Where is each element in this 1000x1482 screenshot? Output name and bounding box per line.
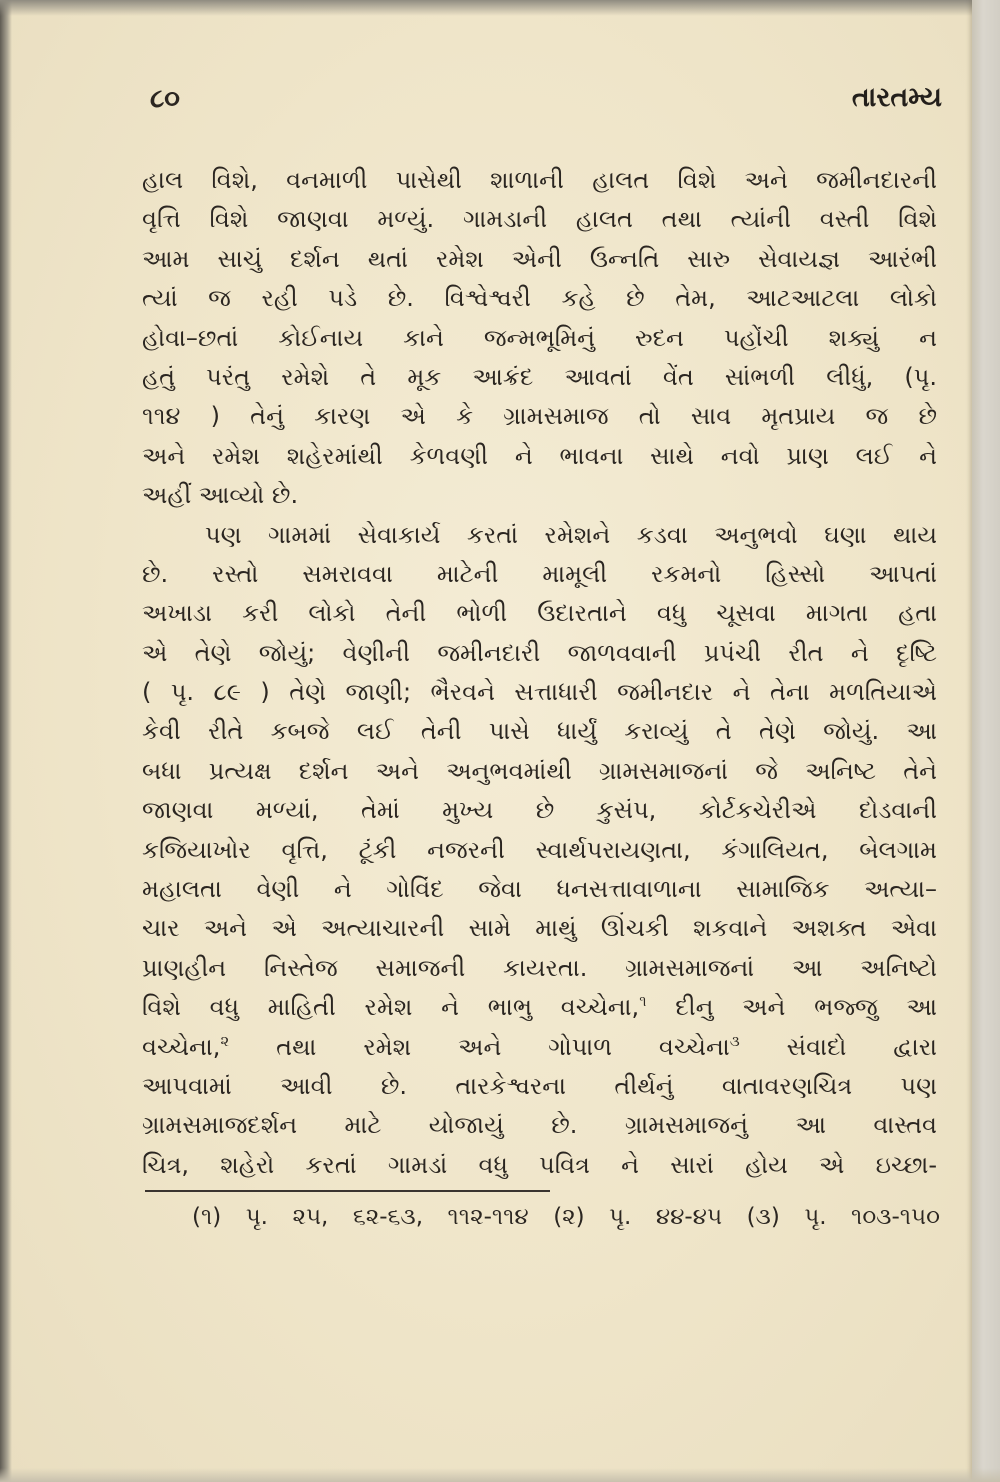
text-line: મહાલતા વેણી ને ગોવિંદ જેવા ધનસત્તાવાળાના સામાજિક અત્યા– xyxy=(142,875,937,904)
body-text xyxy=(142,161,937,1185)
text-line: બધા પ્રત્યક્ષ દર્શન અને અનુભવમાંથી ગ્રામસમાજનાં જે અનિષ્ટ તેને xyxy=(142,756,937,785)
footnote-marker: ૨ xyxy=(220,1031,230,1050)
text-line: અખાડા કરી લોકો તેની ભોળી ઉદારતાને વધુ ચૂસવા માગતા હતા xyxy=(142,599,937,628)
footnote-3: (૩) પૃ. ૧૦૩-૧૫૦ xyxy=(746,1204,941,1230)
footnotes xyxy=(192,1198,940,1236)
text-line: કેવી રીતે કબજે લઈ તેની પાસે ધાર્યું કરાવ્યું તે તેણે જોયું. આ xyxy=(142,717,937,746)
text-line: ચાર અને એ અત્યાચારની સામે માથું ઊંચકી શકવાને અશક્ત એવા xyxy=(142,914,937,943)
text-segment: વિશે વધુ માહિતી રમેશ ને ભાભુ વચ્ચેના, xyxy=(142,993,640,1022)
footnote-1: (૧) પૃ. ૨૫, ૬૨-૬૩, ૧૧૨-૧૧૪ xyxy=(192,1204,529,1230)
text-segment: દીનુ અને ભજ્જુ આ xyxy=(646,993,937,1022)
page-number: ૮૦ xyxy=(150,84,180,114)
text-line: છે. રસ્તો સમરાવવા માટેની મામૂલી રકમનો હિસ્સો આપતાં xyxy=(142,559,937,588)
text-line: જાણવા મળ્યાં, તેમાં મુખ્ય છે કુસંપ, કોર્ટકચેરીએ દોડવાની xyxy=(142,796,937,825)
text-line: કજિયાખોર વૃત્તિ, ટૂંકી નજરની સ્વાર્થપરાયણતા, કંગાલિયત, બેલગામ xyxy=(142,835,937,864)
text-line: આપવામાં આવી છે. તારકેશ્વરના તીર્થનું વાતાવરણચિત્ર પણ xyxy=(142,1071,937,1100)
text-segment: વચ્ચેના, xyxy=(142,1032,221,1061)
text-line: ચિત્ર, શહેરો કરતાં ગામડાં વધુ પવિત્ર ને સારાં હોય એ ઇચ્છા- xyxy=(142,1150,937,1179)
text-line: ગ્રામસમાજદર્શન માટે યોજાયું છે. ગ્રામસમાજનું આ વાસ્તવ xyxy=(142,1111,937,1140)
text-segment: સંવાદો દ્વારા xyxy=(739,1032,937,1061)
text-line: પણ ગામમાં સેવાકાર્ય કરતાં રમેશને કડવા અનુભવો ઘણા થાય xyxy=(205,520,937,549)
text-line: પ્રાણહીન નિસ્તેજ સમાજની કાયરતા. ગ્રામસમાજનાં આ અનિષ્ટો xyxy=(142,953,937,982)
text-line: હોવા–છતાં કોઈનાય કાને જન્મભૂમિનું રુદન પહોંચી શક્યું ન xyxy=(142,323,937,352)
text-line: ( પૃ. ૮૯ ) તેણે જાણી; ભૈરવને સત્તાધારી જમીનદાર ને તેના મળતિયાએ xyxy=(142,678,937,707)
scan-edge-left xyxy=(0,0,12,1482)
text-line xyxy=(142,1028,937,1067)
scan-edge-top xyxy=(0,0,1000,16)
text-line xyxy=(142,988,937,1027)
running-title: તારતમ્ય xyxy=(851,82,942,113)
footnote-2: (૨) પૃ. ૪૪-૪૫ xyxy=(553,1204,723,1230)
scan-edge-right xyxy=(972,0,1000,1482)
footnote-marker: ૩ xyxy=(729,1031,740,1050)
text-line: એ તેણે જોયું; વેણીની જમીનદારી જાળવવાની પ્રપંચી રીત ને દૃષ્ટિ xyxy=(142,638,937,667)
paragraph-2 xyxy=(142,516,937,1186)
text-line: હતું પરંતુ રમેશે તે મૂક આક્રંદ આવતાં વેંત સાંભળી લીધું, (પૃ. xyxy=(142,362,937,391)
footnote-marker: ૧ xyxy=(639,992,647,1011)
text-line: વૃત્તિ વિશે જાણવા મળ્યું. ગામડાની હાલત તથા ત્યાંની વસ્તી વિશે xyxy=(142,205,937,234)
text-line: આમ સાચું દર્શન થતાં રમેશ એની ઉન્નતિ સારુ સેવાયજ્ઞ આરંભી xyxy=(142,244,937,273)
text-line: હાલ વિશે, વનમાળી પાસેથી શાળાની હાલત વિશે અને જમીનદારની xyxy=(142,166,937,194)
paragraph-1 xyxy=(142,161,937,516)
scan-edge-bottom xyxy=(0,1468,1000,1482)
text-line: ૧૧૪ ) તેનું કારણ એ કે ગ્રામસમાજ તો સાવ મૃતપ્રાય જ છે xyxy=(142,402,937,431)
text-line: અને રમેશ શહેરમાંથી કેળવણી ને ભાવના સાથે નવો પ્રાણ લઈ ને xyxy=(142,441,937,470)
text-segment: તથા રમેશ અને ગોપાળ વચ્ચેના xyxy=(229,1032,730,1061)
footnote-divider xyxy=(145,1190,550,1192)
text-line: ત્યાં જ રહી પડે છે. વિશ્વેશ્વરી કહે છે તેમ, આટઆટલા લોકો xyxy=(142,284,937,313)
text-line: અહીં આવ્યો છે. xyxy=(142,481,299,510)
